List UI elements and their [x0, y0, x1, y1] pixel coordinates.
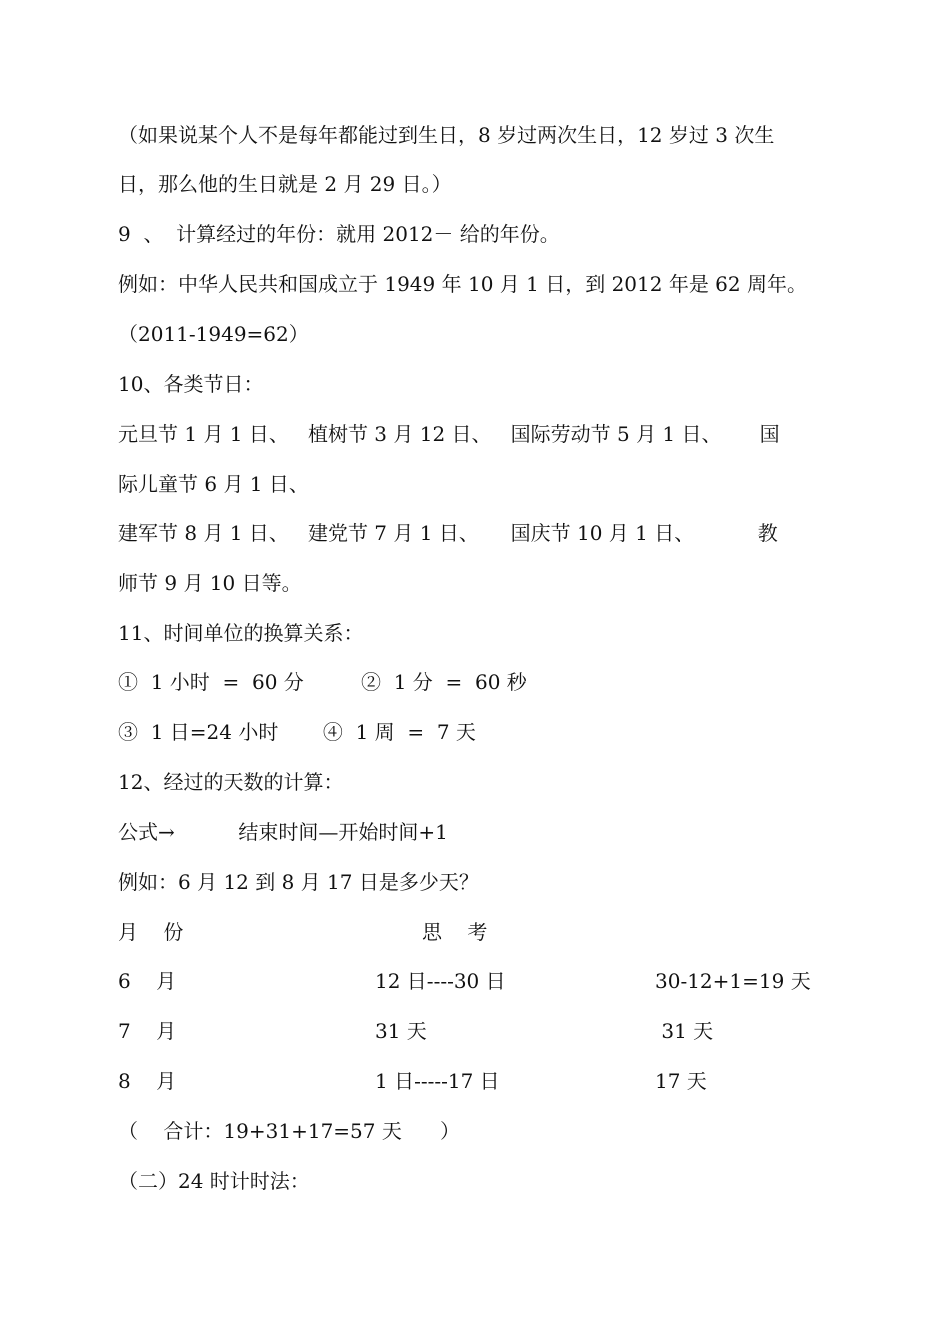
table-cell-range: 31 天 — [375, 1019, 427, 1043]
text-line: 元旦节 1 月 1 日、 植树节 3 月 12 日、 国际劳动节 5 月 1 日、 国 — [118, 422, 780, 446]
formula-line: 公式→ 结束时间—开始时间+1 — [118, 820, 448, 844]
table-cell-month: 8 月 — [118, 1069, 177, 1093]
text-line: 际儿童节 6 月 1 日、 — [118, 472, 309, 496]
text-line: 日，那么他的生日就是 2 月 29 日。） — [118, 172, 452, 196]
table-cell-result: 30-12+1=19 天 — [655, 969, 811, 993]
text-line: 例如：中华人民共和国成立于 1949 年 10 月 1 日，到 2012 年是 62 周年。 — [118, 272, 807, 296]
text-line: （如果说某个人不是每年都能过到生日，8 岁过两次生日，12 岁过 3 次生 — [118, 123, 775, 147]
section-heading: 10、各类节日： — [118, 372, 264, 396]
section-heading: 12、经过的天数的计算： — [118, 770, 344, 794]
table-cell-range: 1 日-----17 日 — [375, 1069, 500, 1093]
table-cell-result: 17 天 — [655, 1069, 707, 1093]
text-line: 例如：6 月 12 到 8 月 17 日是多少天？ — [118, 870, 479, 894]
table-cell-month: 7 月 — [118, 1019, 177, 1043]
table-header-thinking: 思 考 — [422, 920, 488, 944]
section-heading: （二）24 时计时法： — [118, 1169, 310, 1193]
text-line: （2011-1949=62） — [118, 322, 309, 346]
text-line: 建军节 8 月 1 日、 建党节 7 月 1 日、 国庆节 10 月 1 日、 教 — [118, 521, 778, 545]
table-cell-month: 6 月 — [118, 969, 177, 993]
text-line: 9 、 计算经过的年份：就用 2012－ 给的年份。 — [118, 222, 560, 246]
section-heading: 11、时间单位的换算关系： — [118, 621, 364, 645]
text-line: ③ 1 日=24 小时 ④ 1 周 = 7 天 — [118, 720, 476, 744]
table-cell-result: 31 天 — [655, 1019, 714, 1043]
text-line: 师节 9 月 10 日等。 — [118, 571, 302, 595]
total-line: （ 合计：19+31+17=57 天 ） — [118, 1119, 461, 1143]
text-line: ① 1 小时 = 60 分 ② 1 分 = 60 秒 — [118, 670, 527, 694]
table-cell-range: 12 日----30 日 — [375, 969, 506, 993]
table-header-month: 月 份 — [118, 920, 184, 944]
